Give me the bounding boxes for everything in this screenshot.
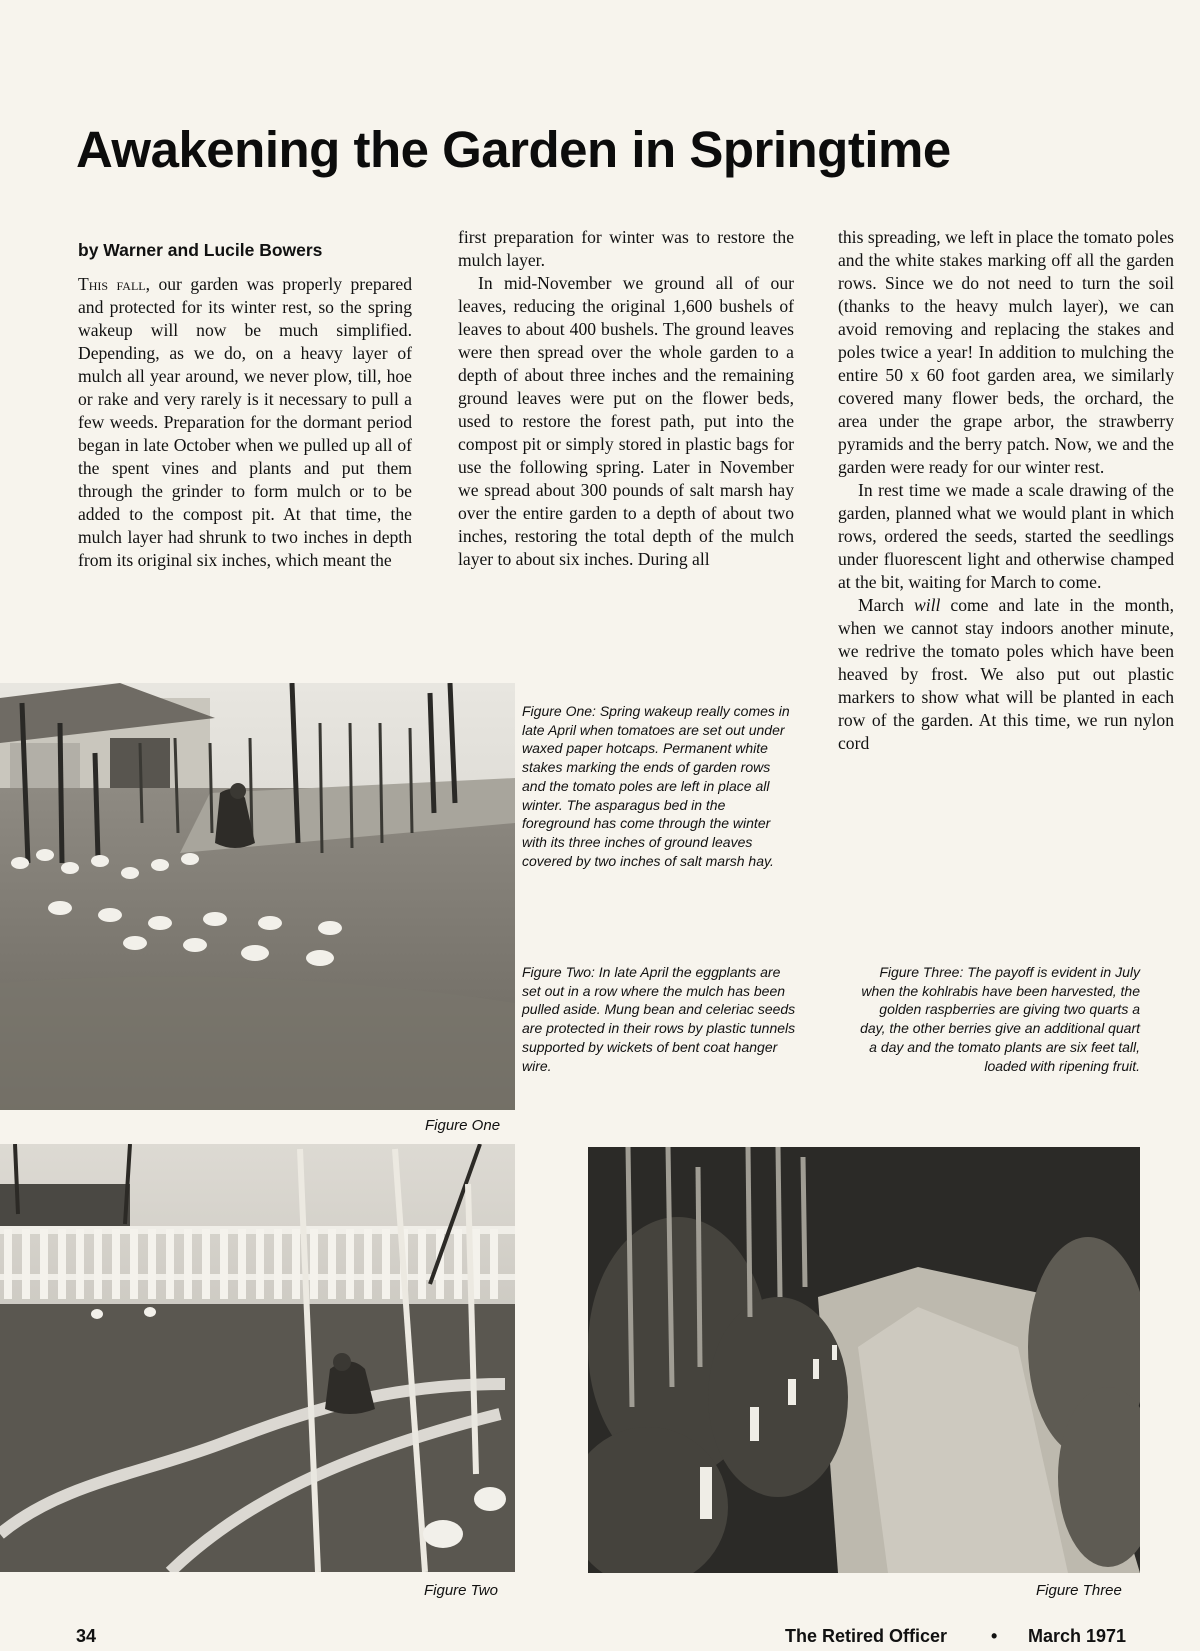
paragraph: In rest time we made a scale drawing of the garden, planned what we would plant in which rows, ordered the seeds, started the seedlings under fluorescent light and otherwise champed at the bit, waiting for March to come. <box>838 480 1174 592</box>
column-3 <box>838 226 1174 755</box>
paragraph: this spreading, we left in place the tomato poles and the white stakes marking off all the garden rows. Since we do not need to turn the soil (thanks to the heavy mulch layer), we can avoid removing and replacing the stakes and poles twice a year! In addition to mulching the entire 50 x 60 foot garden area, we similarly covered many flower beds, the orchard, the area under the grape arbor, the strawberry pyramids and the berry patch. Now, we and the garden were ready for our winter rest. <box>838 227 1174 477</box>
figure-two-label: Figure Two <box>424 1582 498 1599</box>
figure-three-photo <box>588 1147 1140 1573</box>
footer-bullet: • <box>991 1626 998 1646</box>
column-1 <box>78 273 412 572</box>
paragraph: first preparation for winter was to restore the mulch layer. <box>458 227 794 270</box>
page-number: 34 <box>76 1626 97 1646</box>
figure-three-caption: Figure Three: The payoff is evident in July when the kohlrabis have been harvested, the golden raspberries are giving two quarts a day, the other berries give an additional quart a day and the tomato plants are six feet tall, loaded with ripening fruit. <box>860 964 1140 1074</box>
paragraph: This fall, our garden was properly prepared and protected for its winter rest, so the spring wakeup will now be much simplified. Depending, as we do, on a heavy layer of mulch all year around, we never plow, till, hoe or rake and very rarely is it necessary to pull a few weeds. Preparation for the dormant period began in late October when we pulled up all of the spent vines and plants and put them through the grinder to form mulch or to be added to the compost pit. At that time, the mulch layer had shrunk to two inches in depth from its original six inches, which meant the <box>78 274 412 570</box>
column-2 <box>458 226 794 571</box>
garden-hotcaps-illustration <box>0 683 515 1110</box>
figure-one-label: Figure One <box>425 1117 501 1134</box>
issue-date: March 1971 <box>1028 1626 1127 1646</box>
figure-two-caption: Figure Two: In late April the eggplants are set out in a row where the mulch has been pulled aside. Mung bean and celeriac seeds are protected in their rows by plastic tunnels supported by wickets of bent coat hanger wire. <box>522 964 796 1074</box>
lead-in: This fall <box>78 274 146 294</box>
figure-one-caption: Figure One: Spring wakeup really comes in late April when tomatoes are set out under waxed paper hotcaps. Permanent white stakes marking the ends of garden rows and the tomato poles are left in place all winter. The asparagus bed in the foreground has come through the winter with its three inches of ground leaves covered by two inches of salt marsh hay. <box>522 703 790 869</box>
byline: by Warner and Lucile Bowers <box>78 240 323 260</box>
figure-three-label: Figure Three <box>1036 1582 1122 1599</box>
publication-name: The Retired Officer <box>785 1626 948 1646</box>
berry-garden-illustration <box>588 1147 1140 1573</box>
paragraph: March will come and late in the month, when we cannot stay indoors another minute, we redrive the tomato poles which have been heaved by frost. We also put out plastic markers to show what will be planted in each row of the garden. At this time, we run nylon cord <box>838 595 1174 753</box>
figure-two-photo <box>0 1144 515 1572</box>
paragraph: In mid-November we ground all of our leaves, reducing the original 1,600 bushels of leaves to about 400 bushels. The ground leaves were then spread over the whole garden to a depth of about three inches and the remaining ground leaves were put on the flower beds, used to restore the forest path, put into the compost pit or simply stored in plastic bags for use the following spring. Later in November we spread about 300 pounds of salt marsh hay over the entire garden to a depth of about two inches, restoring the total depth of the mulch layer to about six inches. During all <box>458 273 794 569</box>
figure-one-photo <box>0 683 515 1110</box>
article-title: Awakening the Garden in Springtime <box>76 121 951 178</box>
eggplant-row-illustration <box>0 1144 515 1572</box>
